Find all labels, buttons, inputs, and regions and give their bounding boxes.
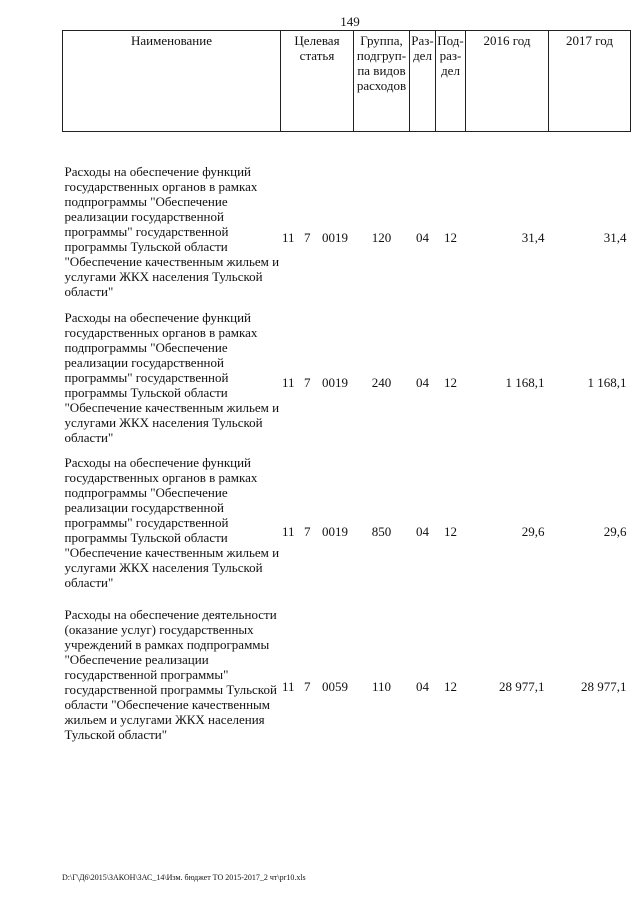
row-value-2016: 29,6 — [521, 523, 545, 539]
row-value-2017: 29,6 — [603, 523, 627, 539]
header-row — [63, 31, 631, 132]
row-group: 850 — [371, 523, 392, 539]
row-subsection: 12 — [444, 375, 457, 390]
header-group: Группа, подгруп-па видов расходов — [354, 31, 410, 132]
row-section: 04 — [416, 523, 429, 539]
header-year-2016: 2016 год — [466, 31, 549, 132]
table-row — [63, 607, 631, 765]
row-section: 04 — [416, 229, 429, 245]
row-value-2016: 1 168,1 — [505, 375, 545, 390]
row-name: Расходы на обеспечение деятельности (оказание услуг) государственных учреждений в рамках подпрограммы "Обеспечение реализации государственной программы" государственной программы Тульской области "Обеспечение качественным жильем и услугами ЖКХ населения Тульской области" — [64, 607, 277, 742]
row-target-code: 11 7 0019 — [282, 523, 348, 539]
row-value-2017: 31,4 — [603, 229, 627, 245]
row-section: 04 — [416, 678, 429, 694]
footer-file-path: D:\Г\Д6\2015\ЗАКОН\ЗАС_14\Изм. бюджет ТО 2015-2017_2 чт\pr10.xls — [62, 873, 306, 882]
row-value-2017: 1 168,1 — [587, 375, 627, 390]
table-row — [63, 164, 631, 310]
row-target-code: 11 7 0059 — [282, 678, 348, 694]
row-subsection: 12 — [444, 523, 457, 539]
row-target-code: 11 7 0019 — [282, 229, 348, 245]
header-name: Наименование — [63, 31, 281, 132]
row-value-2016: 31,4 — [521, 229, 545, 245]
header-target: Целевая статья — [281, 31, 354, 132]
row-group: 240 — [371, 375, 392, 390]
row-target-code: 11 7 0019 — [282, 375, 348, 390]
row-group: 120 — [371, 229, 392, 245]
row-subsection: 12 — [444, 678, 457, 694]
table-row — [63, 455, 631, 607]
budget-table — [62, 30, 631, 765]
table-row — [63, 310, 631, 455]
header-year-2017: 2017 год — [549, 31, 631, 132]
row-value-2017: 28 977,1 — [581, 678, 627, 694]
row-name: Расходы на обеспечение функций государственных органов в рамках подпрограммы "Обеспечение реализации государственной программы" государственной программы Тульской области "Обеспечение качественным жильем и услугами ЖКХ населения Тульской области" — [64, 310, 280, 445]
row-name: Расходы на обеспечение функций государственных органов в рамках подпрограммы "Обеспечение реализации государственной программы" государственной программы Тульской области "Обеспечение качественным жильем и услугами ЖКХ населения Тульской области" — [64, 455, 280, 590]
row-subsection: 12 — [444, 229, 457, 245]
row-group: 110 — [371, 678, 392, 694]
page-number: 149 — [340, 14, 360, 29]
row-name: Расходы на обеспечение функций государственных органов в рамках подпрограммы "Обеспечение реализации государственной программы" государственной программы Тульской области "Обеспечение качественным жильем и услугами ЖКХ населения Тульской области" — [64, 164, 280, 299]
header-subsection: Под-раз-дел — [436, 31, 466, 132]
row-section: 04 — [416, 375, 429, 390]
header-section: Раз-дел — [410, 31, 436, 132]
row-value-2016: 28 977,1 — [499, 678, 545, 694]
